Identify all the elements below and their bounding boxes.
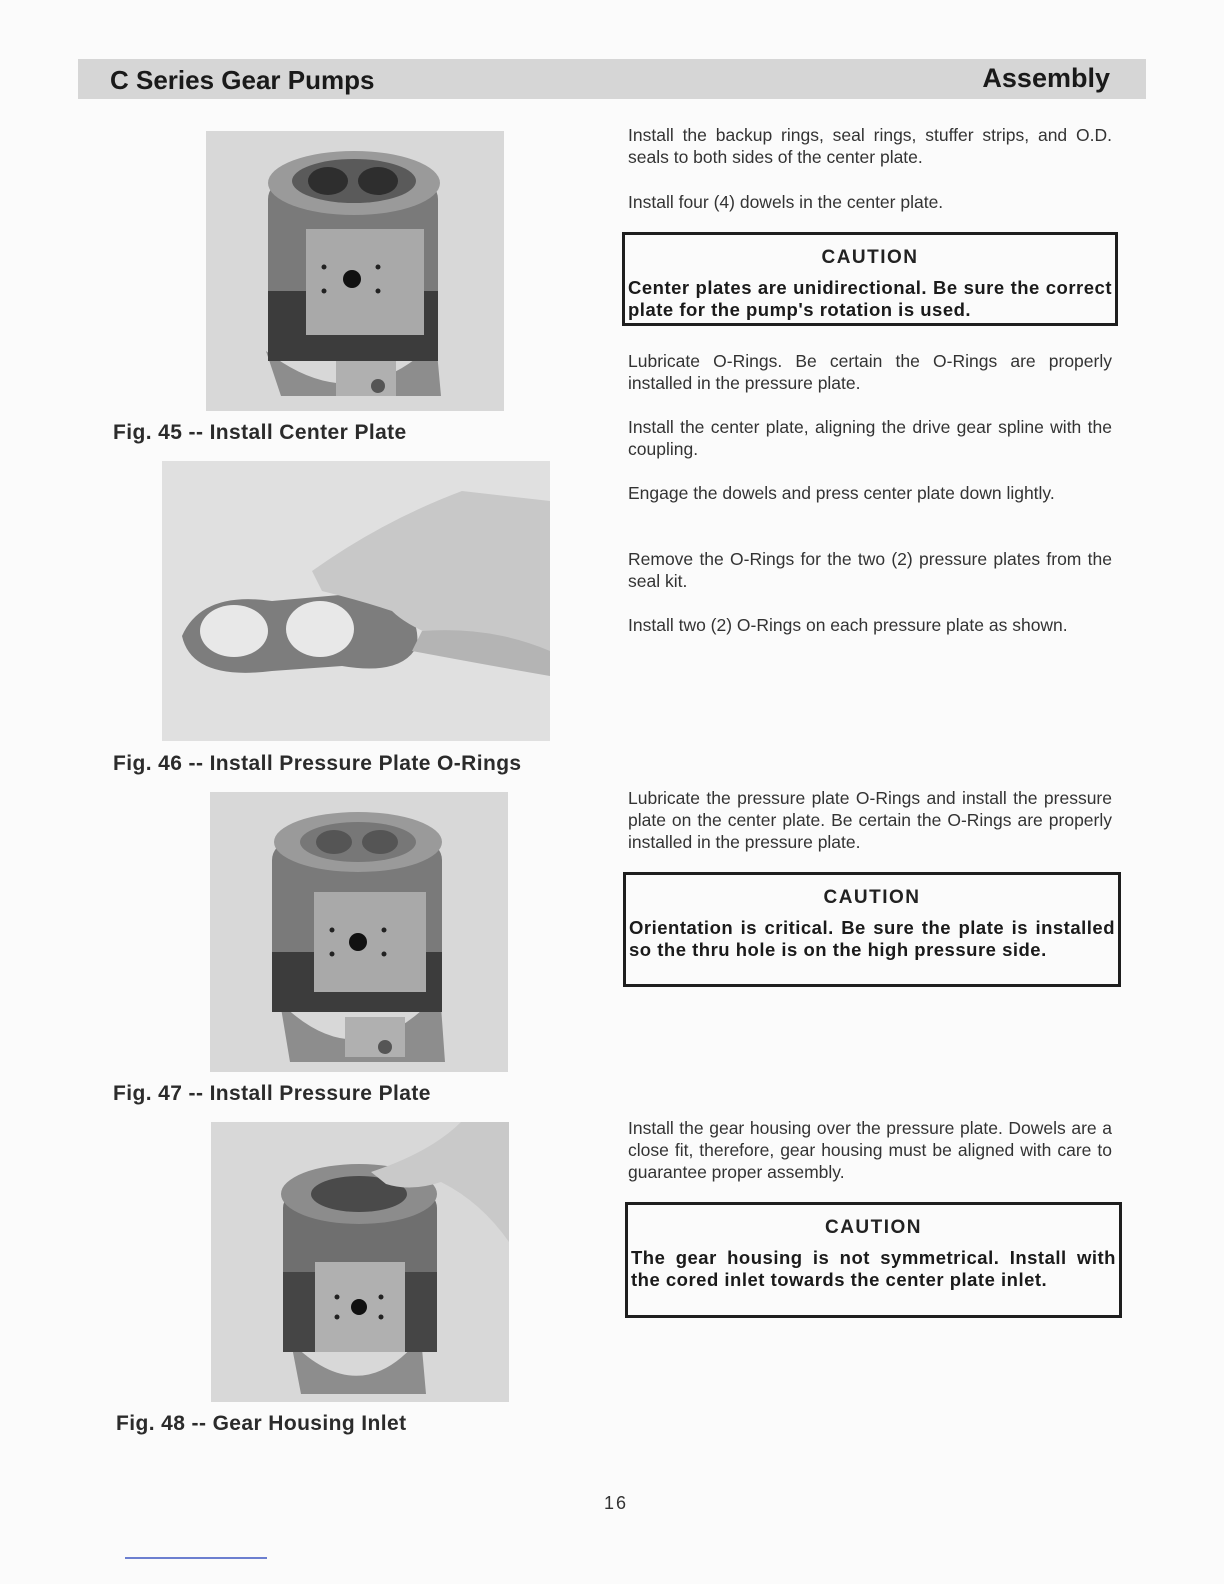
figure-caption: Fig. 47 -- Install Pressure Plate	[113, 1082, 431, 1105]
pump-center-plate-photo	[206, 131, 504, 411]
gear-housing-photo	[211, 1122, 509, 1402]
instruction-paragraph: Install two (2) O-Rings on each pressure plate as shown.	[628, 615, 1068, 635]
pressure-plate-orings-photo	[162, 461, 550, 741]
caution-title: CAUTION	[821, 247, 919, 268]
caution-box	[623, 872, 1121, 987]
pump-pressure-plate-illustration	[210, 792, 508, 1072]
footer-line	[125, 1557, 267, 1559]
caution-title: CAUTION	[824, 1217, 923, 1238]
instruction-paragraph: Lubricate the pressure plate O-Rings and install the pressure plate on the center plate. Be certain the O-Rings are properly installed in the pressure plate.	[628, 788, 1112, 852]
caution-title: CAUTION	[823, 887, 921, 908]
figure-caption: Fig. 48 -- Gear Housing Inlet	[116, 1412, 407, 1435]
figure-caption: Fig. 45 -- Install Center Plate	[113, 421, 407, 444]
header-section: Assembly	[982, 63, 1110, 93]
caution-box	[622, 232, 1118, 326]
page-header	[78, 59, 1146, 99]
instruction-paragraph: Install the backup rings, seal rings, stuffer strips, and O.D. seals to both sides of the center plate.	[628, 125, 1112, 167]
instruction-paragraph: Install the gear housing over the pressure plate. Dowels are a close fit, therefore, gear housing must be aligned with care to guarantee proper assembly.	[628, 1118, 1112, 1182]
caution-text: Center plates are unidirectional. Be sure the correct plate for the pump's rotation is used.	[628, 277, 1112, 320]
instruction-paragraph: Remove the O-Rings for the two (2) pressure plates from the seal kit.	[628, 549, 1112, 591]
pump-center-plate-illustration	[206, 131, 504, 411]
instruction-paragraph: Install the center plate, aligning the drive gear spline with the coupling.	[628, 417, 1112, 459]
instruction-paragraph: Lubricate O-Rings. Be certain the O-Rings are properly installed in the pressure plate.	[628, 351, 1112, 393]
gear-housing-illustration	[211, 1122, 509, 1402]
caution-text: Orientation is critical. Be sure the plate is installed so the thru hole is on the high pressure side.	[629, 917, 1115, 960]
caution-text: The gear housing is not symmetrical. Install with the cored inlet towards the center plate inlet.	[631, 1247, 1116, 1290]
pump-pressure-plate-photo	[210, 792, 508, 1072]
header-title: C Series Gear Pumps	[110, 65, 375, 95]
caution-box	[625, 1202, 1122, 1318]
figure-caption: Fig. 46 -- Install Pressure Plate O-Rings	[113, 752, 522, 775]
pressure-plate-orings-illustration	[162, 461, 550, 741]
instruction-paragraph: Engage the dowels and press center plate down lightly.	[628, 483, 1055, 503]
instruction-paragraph: Install four (4) dowels in the center plate.	[628, 192, 944, 212]
page-number: 16	[604, 1493, 629, 1513]
